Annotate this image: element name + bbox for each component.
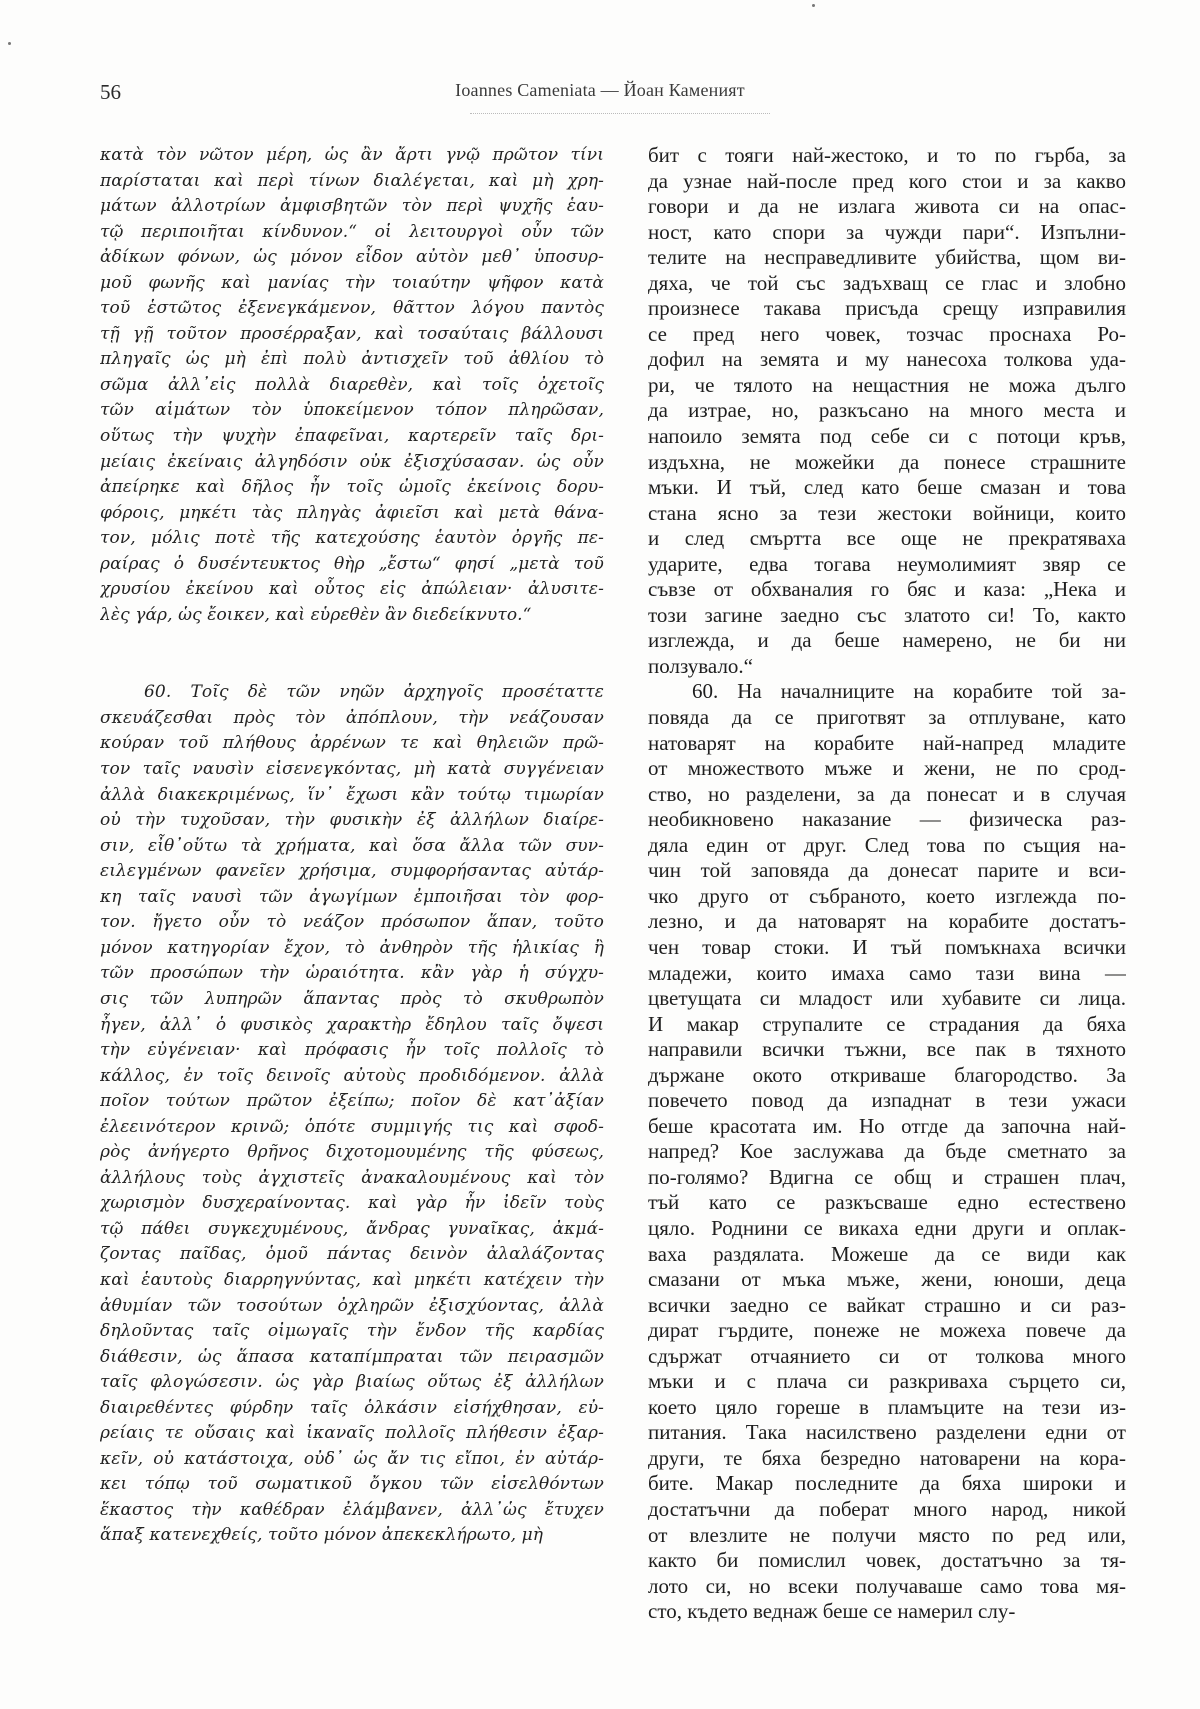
text-line: дофил на земята и му нанесоха толкова уда- [648, 347, 1126, 372]
text-line: ποῖον τούτων πρῶτον ἐξείπω; ποῖον δὲ κατ᾽ἀξίαν [100, 1091, 604, 1112]
scan-speck [8, 42, 11, 45]
text-line: ρείαις τε οὔσαις καὶ ἱκαναῖς πολλοῖς πλήθεσιν ἐξαρ- [100, 1423, 604, 1444]
text-line: κει τόπῳ τοῦ σωματικοῦ ὄγκου τῶν εἰσελθόντων [100, 1474, 604, 1495]
paragraph [100, 143, 604, 628]
paragraph-spacer [100, 628, 604, 680]
text-line: младежи, които имаха само тази вина — [648, 960, 1126, 985]
text-line: държане окото откриваше благородство. За [648, 1062, 1126, 1087]
greek-text-column [100, 143, 604, 1549]
text-line: ἀλλήλους τοὺς ἀγχιστεῖς ἀνακαλουμένους καὶ τὸν [100, 1167, 604, 1188]
running-title: Ioannes Cameniata — Йоан Каменият [455, 80, 745, 100]
text-line: изглежда, и да беше намерено, не би ни [648, 628, 1126, 653]
text-line: ἀδίκων φόνων, ὡς μόνον εἶδον αὐτὸν μεθ᾽ ὑποσυρ- [100, 247, 604, 268]
text-line: както би помислил човек, достатъчно за тя- [648, 1548, 1126, 1573]
text-line: и след смъртта все още не прекратяваха [648, 526, 1126, 551]
text-line: ност, като спори за чужди пари“. Изпълни- [648, 219, 1126, 244]
text-line: τὴν εὐγένειαν· καὶ πρόφασις ἦν τοῖς πολλοῖς τὸ [100, 1040, 604, 1061]
text-line: χρυσίου ἐκείνου καὶ οὗτος εἰς ἀπώλειαν· ἀλυσιτε- [100, 579, 604, 600]
text-line: ἦγεν, ἀλλ᾽ ὁ φυσικὸς χαρακτὴρ ἔδηλου ταῖς ὄψεσι [100, 1014, 604, 1035]
text-line: произнесе такава присъда срещу изправилия [648, 296, 1126, 321]
text-line: τοῦ ἑστῶτος ἐξενεγκάμενον, θᾶττον λόγου παντὸς [100, 298, 604, 319]
text-line: μόνον κατηγορίαν ἔχον, τὸ ἀνθηρὸν τῆς ἡλικίας ἢ [100, 937, 604, 958]
text-line: смазани от мъка мъже, жени, юноши, деца [648, 1267, 1126, 1292]
text-line: διάθεσιν, ὡς ἅπασα καταπίμπραται τῶν πειρασμῶν [100, 1346, 604, 1367]
text-line: 60. На началниците на корабите той за- [692, 679, 1126, 704]
text-line: лото си, но всеки получаваше само това мя- [648, 1573, 1126, 1598]
text-line: повечето повод да изпаднат в тези ужаси [648, 1088, 1126, 1113]
text-line: дират гърдите, понеже не можеха повече да [648, 1318, 1126, 1343]
text-line: τῷ περιποιῆται κίνδυνον.“ οἱ λειτουργοὶ οὖν τῶν [100, 221, 604, 242]
text-line: παρίσταται καὶ περὶ τίνων διαλέγεται, καὶ μὴ χρη- [100, 170, 604, 191]
text-line: κεῖν, οὐ κατάστοιχα, οὐδ᾽ ὡς ἄν τις εἴποι, ἐν αὐτάρ- [100, 1448, 604, 1469]
text-line: дяха, че той със задъхващ се глас и злобно [648, 270, 1126, 295]
page-header [0, 76, 1200, 112]
text-line: се пред него човек, тозчас проснаха Ро- [648, 321, 1126, 346]
text-line: ваха раздялата. Можеше да се види как [648, 1241, 1126, 1266]
text-line: ри, че тялото на нещастния не можа дълго [648, 372, 1126, 397]
text-line: οὕτως τὴν ψυχὴν ἐπαφεῖναι, καρτερεῖν ταῖς δρι- [100, 426, 604, 447]
text-line: διαιρεθέντες φύρδην ταῖς ὁλκάσιν εἰσήχθησαν, εὐ- [100, 1397, 604, 1418]
text-line: лезно, и да натоварят на корабите достатъ- [648, 909, 1126, 934]
text-line: τον, μόλις ποτὲ τῆς κατεχούσης ἑαυτὸν ὀργῆς πε- [100, 528, 604, 549]
paragraph [648, 679, 1126, 1624]
text-line: ειλεγμένων φανεῖεν χρήσιμα, συμφορήσαντας αὐτάρ- [100, 861, 604, 882]
text-line: σιν, εἶθ᾽οὕτω τὰ χρήματα, καὶ ὅσα ἄλλα τῶν συν- [100, 835, 604, 856]
text-line: οὐ τὴν τυχοῦσαν, τὴν φυσικὴν ἐξ ἀλλήλων διαίρε- [100, 810, 604, 831]
text-line: да изтрае, но, разкъсано на много места и [648, 398, 1126, 423]
text-line: чин той заповяда да донесат парите и вси- [648, 858, 1126, 883]
text-line: φόροις, μηκέτι τὰς πληγὰς ἀφιεῖσι καὶ μετὰ θάνα- [100, 502, 604, 523]
text-line: μάτων ἀλλοτρίων ἀμφισβητῶν τὸν περὶ ψυχῆς ἑαυ- [100, 196, 604, 217]
text-line: κατὰ τὸν νῶτον μέρη, ὡς ἂν ἄρτι γνῷ πρῶτον τίνι [100, 145, 604, 165]
text-line: издъхна, не можейки да понесе страшните [648, 449, 1126, 474]
text-line: бит с тояги най-жестоко, и то по гърба, за [648, 143, 1126, 167]
text-line: πληγαῖς ὡς μὴ ἐπὶ πολὺ ἀντισχεῖν τοῦ ἀθλίου τὸ [100, 349, 604, 370]
text-line: σῶμα ἀλλ᾽εἰς πολλὰ διαρεθὲν, καὶ τοῖς ὀχετοῖς [100, 374, 604, 395]
text-line: ἀλλὰ διακεκριμένως, ἵν᾽ ἔχωσι κἂν τούτῳ τιμωρίαν [100, 784, 604, 805]
text-line: други, те бяха безредно натоварени на кора- [648, 1445, 1126, 1470]
text-line: съвзе от обхваналия го бяс и каза: „Нека и [648, 577, 1126, 602]
text-line: сдържат отчаянието си от толкова много [648, 1343, 1126, 1368]
text-line: цяло. Роднини се викаха едни други и оплак- [648, 1215, 1126, 1240]
text-line: тъй като се разкъсваше едно естествено [648, 1190, 1126, 1215]
text-line: което цяло гореше в пламъците на тези из- [648, 1394, 1126, 1419]
text-line: ζοντας παῖδας, ὁμοῦ πάντας δεινὸν ἀλαλάζοντας [100, 1244, 604, 1265]
text-line: достатъчни да поберат много народ, никой [648, 1496, 1126, 1521]
text-line: ударите, едва тогава неумолимият звяр се [648, 551, 1126, 576]
text-line: χωρισμὸν δυσχεραίνοντας. καὶ γὰρ ἦν ἰδεῖν τοὺς [100, 1193, 604, 1214]
header-rule-divider [470, 113, 770, 115]
text-line: τον ταῖς ναυσὶν εἰσενεγκόντας, μὴ κατὰ συγγένειαν [100, 759, 604, 780]
text-line: чко друго от събраното, което изглежда по- [648, 883, 1126, 908]
text-line: ство, но разделени, за да понесат и в случая [648, 781, 1126, 806]
text-line: τῶν προσώπων τὴν ὡραιότητα. κἂν γὰρ ἡ σύγχυ- [100, 963, 604, 984]
text-line: напред? Кое заслужава да бъде сметнато за [648, 1139, 1126, 1164]
text-line: натоварят на корабите най-напред младите [648, 730, 1126, 755]
text-line: καὶ ἑαυτοὺς διαρρηγνύντας, καὶ μηκέτι κατέχειν τὴν [100, 1269, 604, 1290]
text-line: повяда да се приготвят за отплуване, като [648, 705, 1126, 730]
text-line: направили всички тъжни, все пак в тяхното [648, 1037, 1126, 1062]
text-line: да узнае най-после пред кого стои и за какво [648, 168, 1126, 193]
text-line: И макар струпалите се страдания да бяха [648, 1011, 1126, 1036]
text-line: от влезлите не получи място по ред или, [648, 1522, 1126, 1547]
page-number: 56 [100, 80, 121, 104]
text-line: ἅπαξ κατενεχθείς, τοῦτο μόνον ἀπεκεκλήρωτο, μὴ [100, 1525, 544, 1546]
text-line: стана ясно за тези жестоки войници, които [648, 500, 1126, 525]
paragraph [100, 680, 604, 1549]
text-line: ρὸς ἀνήγερτο θρῆνος διχοτομουμένης τῆς φύσεως, [100, 1142, 604, 1163]
text-line: τον. ἤγετο οὖν τὸ νεάζον πρόσωπον ἅπαν, τοῦτο [100, 912, 604, 933]
text-line: чен товар стоки. И тъй помъкнаха всички [648, 934, 1126, 959]
text-line: всички заедно се вайкат страшно и си раз- [648, 1292, 1126, 1317]
text-line: δηλοῦντας ταῖς οἰμωγαῖς τὴν ἔνδον τῆς καρδίας [100, 1321, 604, 1342]
text-line: τῶν αἱμάτων τὸν ὑποκείμενον τόπον πληρῶσαν, [100, 400, 604, 421]
text-line: σκευάζεσθαι πρὸς τὸν ἀπόπλουν, τὴν νεάζουσαν [100, 707, 604, 728]
text-line: ἀθυμίαν τῶν τοσούτων ὀχληρῶν ἐξισχύοντας, ἀλλὰ [100, 1295, 604, 1316]
text-line: ραίρας ὁ δυσέντευκτος θὴρ „ἔστω“ φησί „μετὰ τοῦ [100, 553, 604, 574]
text-line: ἕκαστος τὴν καθέδραν ἐλάμβανεν, ἀλλ᾽ὡς ἔτυχεν [100, 1499, 604, 1520]
text-line: говори и да не излага живота си на опас- [648, 194, 1126, 219]
paragraph [648, 143, 1126, 679]
text-line: ἐλεεινότερον κρινῶ; ὁπότε συμμιγής τις καὶ σφοδ- [100, 1116, 604, 1137]
text-line: от множеството мъже и жени, не по срод- [648, 756, 1126, 781]
text-line: μοῦ φωνῆς καὶ μανίας τὴν τοιαύτην ψῆφον κατὰ [100, 272, 604, 293]
text-line: дяла един от друг. След това по същия на- [648, 832, 1126, 857]
text-line: κάλλος, ἐν τοῖς δεινοῖς αὐτοὺς προδιδόμενον. ἀλλὰ [100, 1065, 604, 1086]
text-line: τῇ γῇ τοῦτον προσέρραξαν, καὶ τοσαύταις βάλλουσι [100, 323, 604, 344]
text-line: 60. Τοῖς δὲ τῶν νηῶν ἀρχηγοῖς προσέταττε [144, 682, 604, 703]
text-line: питания. Така насилствено разделени едни от [648, 1420, 1126, 1445]
scan-speck [812, 4, 815, 7]
bulgarian-translation-column [648, 143, 1126, 1625]
text-line: този загине заедно със златото си! То, както [648, 602, 1126, 627]
text-line: необикновено наказание — физическа раз- [648, 807, 1126, 832]
text-line: сто, където веднаж беше се намерил слу- [648, 1599, 1016, 1624]
text-line: бите. Макар последните да бяха широки и [648, 1471, 1126, 1496]
text-line: τῷ πάθει συγκεχυμένους, ἄνδρας γυναῖκας, ἀκμά- [100, 1218, 604, 1239]
text-line: κη ταῖς ναυσὶ τῶν ἀγωγίμων ἐμποιῆσαι τὸν φορ- [100, 886, 604, 907]
text-line: цветущата си младост или хубавите си лица. [648, 986, 1126, 1011]
text-line: λὲς γάρ, ὡς ἔοικεν, καὶ εὑρεθὲν ἂν διεδείκνυτο.“ [100, 604, 532, 625]
text-line: мъки и с плача си разкриваха сърцето си, [648, 1369, 1126, 1394]
text-line: по-голямо? Вдигна се общ и страшен плач, [648, 1164, 1126, 1189]
text-line: ταῖς φλογώσεσιν. ὡς γὰρ βιαίως οὕτως ἐξ ἀλλήλων [100, 1372, 604, 1393]
text-line: ἀπείρηκε καὶ δῆλος ἦν τοῖς ὠμοῖς ἐκείνοις δορυ- [100, 477, 604, 498]
text-line: напоило земята под себе си с потоци кръв, [648, 424, 1126, 449]
text-line: мъки. И тъй, след като беше смазан и това [648, 475, 1126, 500]
text-line: ползувало.“ [648, 653, 753, 678]
text-line: σις τῶν λυπηρῶν ἅπαντας πρὸς τὸ σκυθρωπὸν [100, 988, 604, 1009]
text-line: κούραν τοῦ πλήθους ἀρρένων τε καὶ θηλειῶν πρῶ- [100, 733, 604, 754]
text-line: телите на несправедливите убийства, щом ви- [648, 245, 1126, 270]
text-line: беше красотата им. Но отгде да започна най- [648, 1113, 1126, 1138]
text-line: μείαις ἐκείναις ἀλγηδόσιν οὐκ ἐξισχύσασαν. ὡς οὖν [100, 451, 604, 472]
